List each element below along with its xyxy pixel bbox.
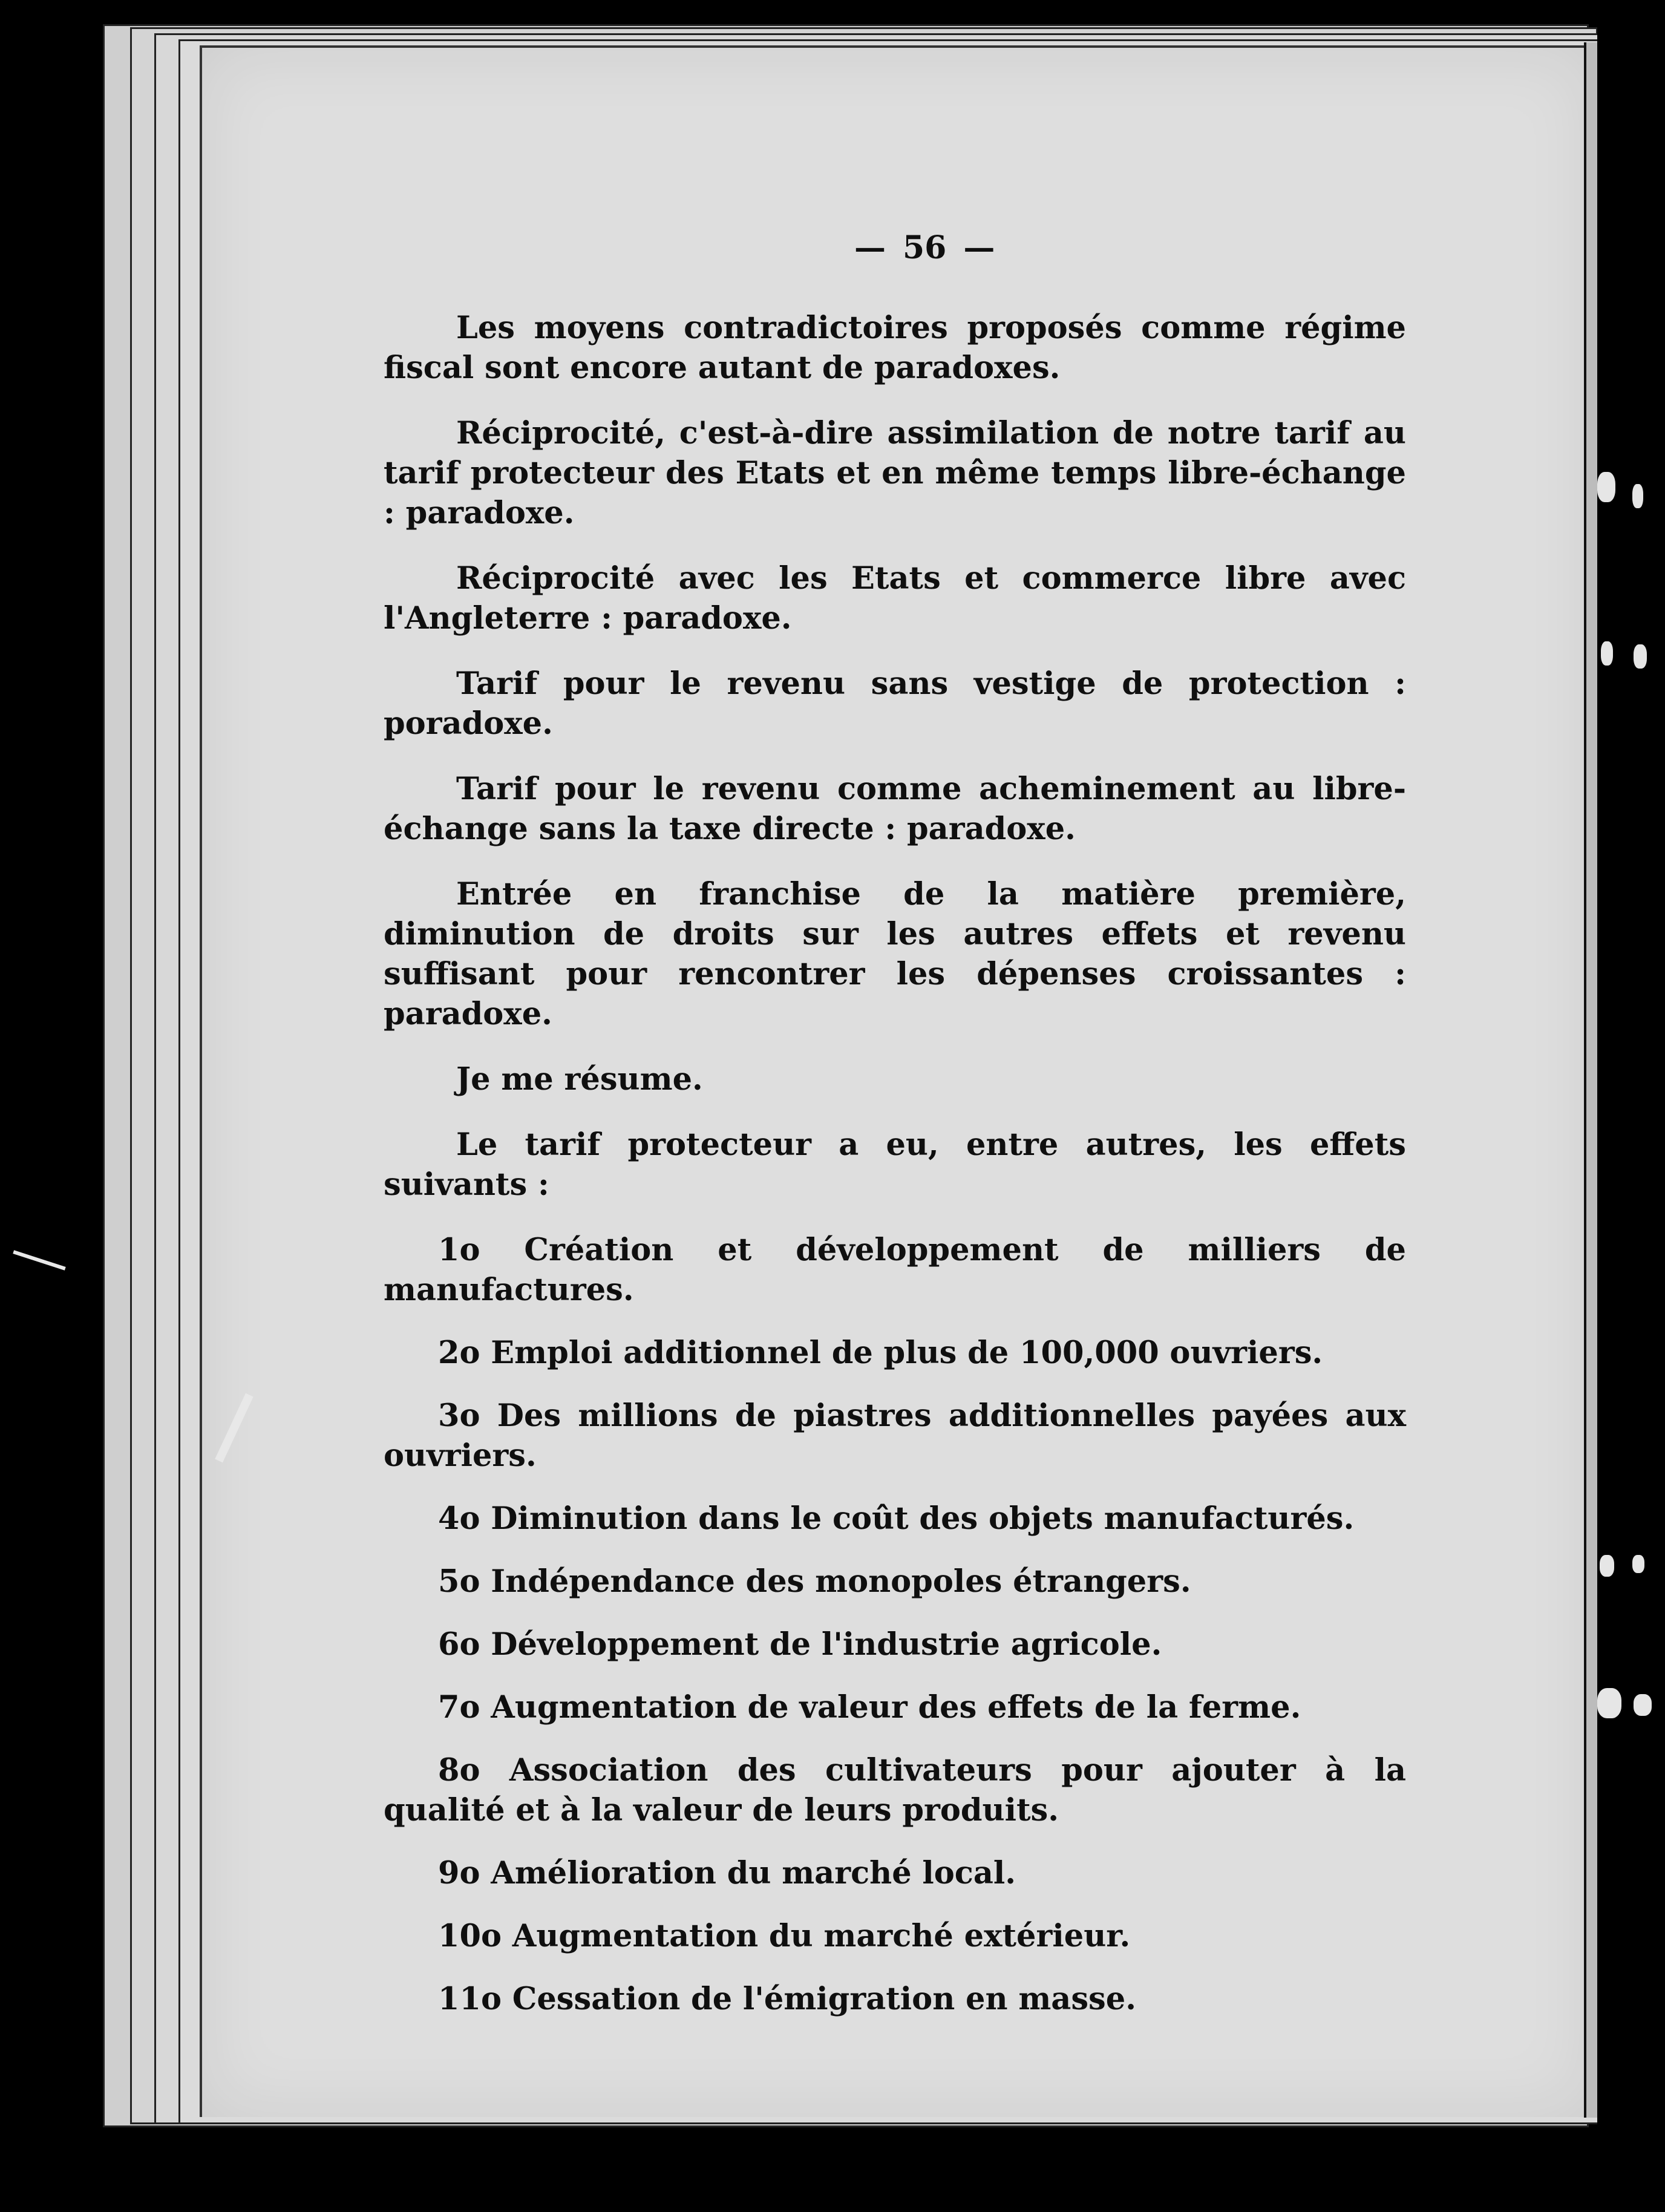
- list-item: 4o Diminution dans le coût des objets manufacturés.: [438, 1500, 1355, 1537]
- list-item: 7o Augmentation de valeur des effets de la ferme.: [438, 1689, 1301, 1726]
- list-item: 5o Indépendance des monopoles étrangers.: [438, 1563, 1191, 1600]
- paragraph: Je me résume.: [456, 1061, 703, 1098]
- book-page: [200, 45, 1594, 2117]
- spine-mark: [1632, 1555, 1644, 1573]
- spine-mark: [1597, 472, 1615, 502]
- paragraph: Tarif pour le revenu comme acheminement au libre-échange sans la taxe directe : paradoxe.: [384, 771, 1406, 847]
- page-number: — 56 —: [854, 229, 995, 266]
- paragraph: Tarif pour le revenu sans vestige de protection : poradoxe.: [384, 666, 1406, 742]
- binding-spine: [1597, 0, 1665, 2212]
- paragraph: Les moyens contradictoires proposés comme régime fiscal sont encore autant de paradoxes.: [384, 310, 1406, 386]
- list-item: 3o Des millions de piastres additionnelles payées aux ouvriers.: [384, 1398, 1406, 1474]
- spine-mark: [1601, 641, 1613, 666]
- spine-mark: [1634, 644, 1647, 669]
- spine-mark: [1600, 1555, 1614, 1577]
- list-item: 2o Emploi additionnel de plus de 100,000 ouvriers.: [438, 1335, 1323, 1371]
- list-item: 10o Augmentation du marché extérieur.: [438, 1918, 1131, 1954]
- paragraph: Réciprocité avec les Etats et commerce libre avec l'Angleterre : paradoxe.: [384, 560, 1406, 636]
- spine-mark: [1597, 1688, 1621, 1718]
- spine-mark: [1632, 484, 1643, 508]
- list-item: 6o Développement de l'industrie agricole.: [438, 1626, 1162, 1663]
- list-item: 1o Création et développement de milliers de manufactures.: [384, 1232, 1406, 1308]
- paragraph: Le tarif protecteur a eu, entre autres, les effets suivants :: [384, 1127, 1406, 1203]
- page-body: [384, 308, 1406, 2042]
- list-item: 9o Amélioration du marché local.: [438, 1855, 1016, 1891]
- list-item: 11o Cessation de l'émigration en masse.: [438, 1981, 1136, 2017]
- spine-mark: [1634, 1694, 1652, 1716]
- scan-artifact: [13, 1250, 65, 1271]
- paragraph: Entrée en franchise de la matière première, diminution de droits sur les autres effets et revenu suffisant pour rencontrer les dépenses croissantes : paradoxe.: [384, 876, 1406, 1032]
- list-item: 8o Association des cultivateurs pour ajouter à la qualité et à la valeur de leurs produits.: [384, 1752, 1406, 1828]
- paragraph: Réciprocité, c'est-à-dire assimilation de notre tarif au tarif protecteur des Etats et en même temps libre-échange : paradoxe.: [384, 415, 1406, 531]
